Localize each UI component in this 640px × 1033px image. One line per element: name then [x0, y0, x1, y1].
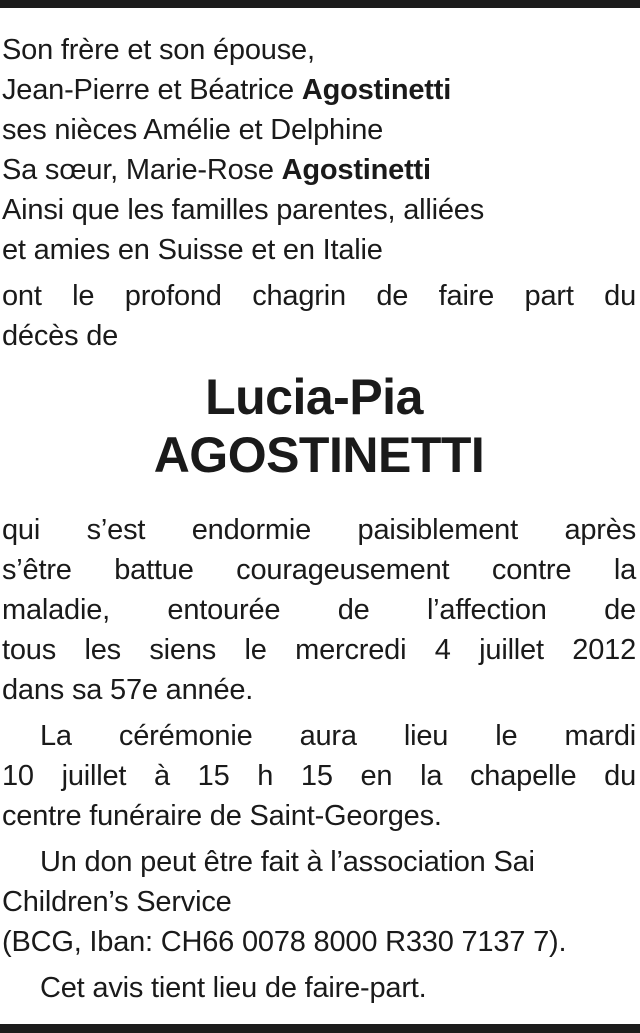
announcement-block — [2, 276, 636, 356]
announcement-line: ont le profond chagrin de faire part du — [2, 280, 636, 312]
deceased-surname: AGOSTINETTI — [153, 427, 485, 483]
deceased-first-name: Lucia-Pia — [205, 369, 423, 425]
passing-paragraph — [2, 510, 636, 710]
paragraph-line: Cet avis tient lieu de faire-part. — [40, 972, 427, 1004]
announcement-line: décès de — [2, 320, 119, 352]
ceremony-paragraph — [2, 716, 636, 836]
surname-bold: Agostinetti — [301, 74, 452, 106]
paragraph-line: centre funéraire de Saint-Georges. — [2, 800, 442, 832]
donation-paragraph — [2, 842, 636, 962]
family-line — [2, 70, 636, 110]
surname-bold: Agostinetti — [281, 154, 431, 186]
obituary-notice — [2, 30, 636, 1008]
closing-paragraph — [2, 968, 636, 1008]
family-line: ses nièces Amélie et Delphine — [2, 114, 384, 146]
paragraph-line: tous les siens le mercredi 4 juillet 2012 — [2, 634, 636, 666]
family-line: Ainsi que les familles parentes, alliées — [2, 194, 485, 226]
paragraph-line: dans sa 57e année. — [2, 674, 254, 706]
paragraph-line: 10 juillet à 15 h 15 en la chapelle du — [2, 760, 636, 792]
paragraph-line: Un don peut être fait à l’association Sai — [40, 846, 535, 878]
paragraph-line: (BCG, Iban: CH66 0078 8000 R330 7137 7). — [2, 926, 567, 958]
paragraph-line: La cérémonie aura lieu le mardi — [40, 720, 636, 752]
paragraph-line: Children’s Service — [2, 886, 232, 918]
family-line: et amies en Suisse et en Italie — [2, 234, 383, 266]
family-line: Son frère et son épouse, — [2, 34, 315, 66]
family-line-text: Jean-Pierre et Béatrice — [2, 74, 302, 106]
deceased-name — [2, 368, 636, 484]
paragraph-line: qui s’est endormie paisiblement après — [2, 514, 636, 546]
family-block — [2, 30, 636, 270]
family-line-text: Sa sœur, Marie-Rose — [2, 154, 282, 186]
bottom-border-rule — [0, 1024, 640, 1033]
paragraph-line: maladie, entourée de l’affection de — [2, 594, 636, 626]
family-line — [2, 150, 636, 190]
top-border-rule — [0, 0, 640, 8]
paragraph-line: s’être battue courageusement contre la — [2, 554, 636, 586]
